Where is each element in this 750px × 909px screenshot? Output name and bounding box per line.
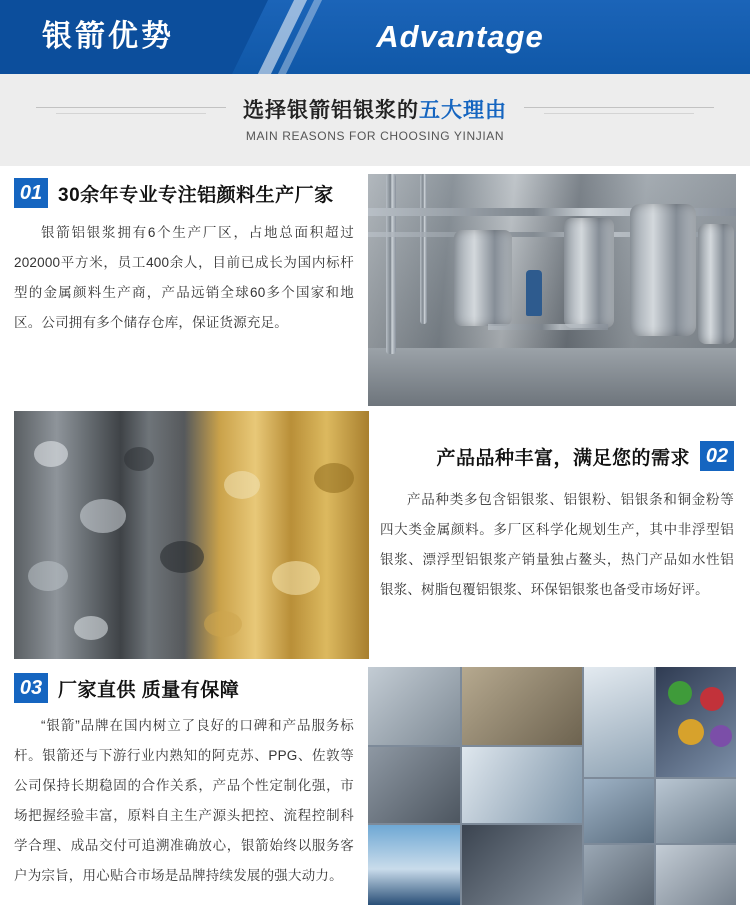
collage-sphere-purple [710, 725, 732, 747]
photo-tank [564, 218, 614, 328]
subtitle-band [0, 74, 750, 166]
photo-grain [28, 561, 68, 591]
page-banner [0, 0, 750, 74]
photo-grain [204, 611, 242, 637]
photo-pipe [420, 174, 427, 324]
subtitle-cn [0, 94, 750, 124]
photo-grain [224, 471, 260, 499]
aluminum-powder-pigment-photo [14, 411, 369, 659]
section-1-text-column [14, 178, 354, 338]
section-2-text-column [380, 441, 734, 605]
photo-grain [272, 561, 320, 595]
advantage-section-1 [0, 166, 750, 411]
photo-grain [74, 616, 108, 640]
photo-grain [124, 447, 154, 471]
collage-cell-car [462, 825, 582, 905]
collage-cell-laptop [368, 747, 460, 823]
collage-cell-metal-sheet [462, 747, 582, 823]
collage-cell-interior [462, 667, 582, 745]
collage-cell-bottle [584, 667, 654, 777]
photo-grain [80, 499, 126, 533]
section-2-title: 产品品种丰富，满足您的需求 [436, 447, 690, 469]
photo-grain [314, 463, 354, 493]
advantage-section-3 [0, 661, 750, 909]
section-1-title: 30余年专业专注铝颜料生产厂家 [58, 184, 334, 206]
collage-sphere-green [668, 681, 692, 705]
advantage-section-2 [0, 411, 750, 661]
photo-pipe [488, 324, 608, 330]
subtitle-cn-highlight: 五大理由 [419, 99, 507, 122]
collage-sphere-yellow [678, 719, 704, 745]
collage-sphere-red [700, 687, 724, 711]
section-3-number-badge: 03 [14, 673, 48, 703]
section-3-title: 厂家直供 质量有保障 [58, 679, 240, 701]
subtitle-cn-prefix: 选择银箭铝银浆的 [243, 99, 419, 122]
section-1-number-badge: 01 [14, 178, 48, 208]
section-2-number-badge: 02 [700, 441, 734, 471]
photo-grain [34, 441, 68, 467]
section-1-body: 银箭铝银浆拥有6个生产厂区，占地总面积超过202000平方米，员工400余人，目前已成长为国内标杆型的金属颜料生产商，产品远销全球60多个国家和地区。公司拥有多个储存仓库，保证货源充足。 [14, 225, 354, 330]
section-3-heading [14, 673, 354, 703]
photo-floor [368, 348, 736, 406]
collage-cell-facade [656, 845, 736, 905]
photo-tank [698, 224, 734, 344]
banner-title-en: Advantage [376, 19, 544, 54]
section-3-text-column [14, 673, 354, 891]
collage-cell-building [584, 845, 654, 905]
collage-cell-pipes [368, 667, 460, 745]
collage-cell-structure [584, 779, 654, 843]
section-2-heading [380, 441, 734, 471]
section-2-body: 产品种类多包含铝银浆、铝银粉、铝银条和铜金粉等四大类金属颜料。多厂区科学化规划生产，其中非浮型铝银浆、漂浮型铝银浆产销量独占鳌头，热门产品如水性铝银浆、树脂包覆铝银浆、环保铝银浆也备受市场好评。 [380, 492, 734, 597]
factory-production-line-photo [368, 174, 736, 406]
collage-cell-ship [368, 825, 460, 905]
collage-cell-lattice [656, 779, 736, 843]
banner-title-cn: 银箭优势 [42, 20, 174, 53]
section-1-heading [14, 178, 354, 208]
application-industries-collage-photo [368, 667, 736, 905]
subtitle-en: MAIN REASONS FOR CHOOSING YINJIAN [245, 129, 505, 143]
photo-worker [526, 270, 542, 316]
photo-tank [630, 204, 696, 336]
photo-tank [454, 230, 512, 326]
section-3-body: “银箭”品牌在国内树立了良好的口碑和产品服务标杆。银箭还与下游行业内熟知的阿克苏、PPG、佐敦等公司保持长期稳固的合作关系，产品个性定制化强，市场把握经验丰富，原料自主生产源头把控、流程控制科学合理、成品交付可追溯准确放心，银箭始终以服务客户为宗旨，用心贴合市场是品牌持续发展的强大动力。 [14, 718, 354, 883]
photo-pipe [386, 174, 396, 354]
photo-grain [160, 541, 204, 573]
